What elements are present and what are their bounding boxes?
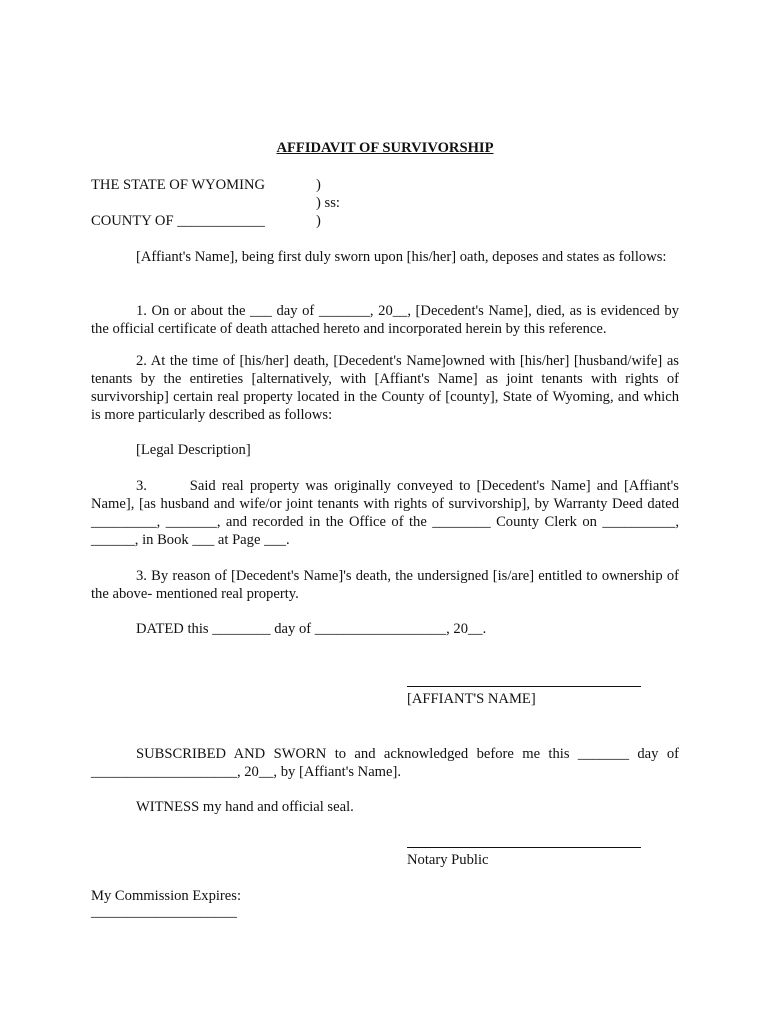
commission-expires: My Commission Expires: — [91, 888, 241, 904]
county-line: COUNTY OF ____________ — [91, 213, 265, 229]
intro-paragraph: [Affiant's Name], being first duly sworn upon [his/her] oath, deposes and states as follows: — [136, 249, 667, 265]
document-title: AFFIDAVIT OF SURVIVORSHIP — [276, 140, 494, 156]
venue-paren-ss: ) ss: — [316, 195, 340, 211]
notary-signature-line — [407, 847, 641, 848]
venue-paren-1: ) — [316, 177, 321, 193]
affiant-signature-line — [407, 686, 641, 687]
state-line: THE STATE OF WYOMING — [91, 177, 266, 193]
venue-paren-3: ) — [316, 213, 321, 229]
legal-description: [Legal Description] — [136, 442, 251, 458]
paragraph-2: 2. At the time of [his/her] death, [Decedent's Name]owned with [his/her] [husband/wife] as tenants by the entireties [alternatively, with [Affiant's Name] as joint tenants with rights of survivorship] certain real property located in the County of [county], State of Wyoming, and which is more particularly described as follows: — [91, 353, 679, 423]
paragraph-1: 1. On or about the ___ day of _______, 20__, [Decedent's Name], died, as is evidenced by the official certificate of death attached hereto and incorporated herein by this reference. — [91, 303, 679, 337]
paragraph-3: 3. Said real property was originally conveyed to [Decedent's Name] and [Affiant's Name], [as husband and wife/or joint tenants with rights of survivorship], by Warranty Deed dated _________, _______, and recorded in the Office of the ________ County Clerk on __________, ______, in Book ___ at Page ___. — [91, 478, 683, 548]
subscribed-paragraph: SUBSCRIBED AND SWORN to and acknowledged before me this _______ day of ____________________, 20__, by [Affiant's Name]. — [91, 746, 679, 780]
witness-line: WITNESS my hand and official seal. — [136, 799, 354, 815]
dated-line: DATED this ________ day of __________________, 20__. — [136, 621, 487, 637]
affiant-name-label: [AFFIANT'S NAME] — [407, 691, 536, 707]
commission-expires-blank: ____________________ — [91, 904, 237, 920]
paragraph-4: 3. By reason of [Decedent's Name]'s death, the undersigned [is/are] entitled to ownership of the above- mentioned real property. — [91, 568, 679, 602]
notary-label: Notary Public — [407, 852, 489, 868]
